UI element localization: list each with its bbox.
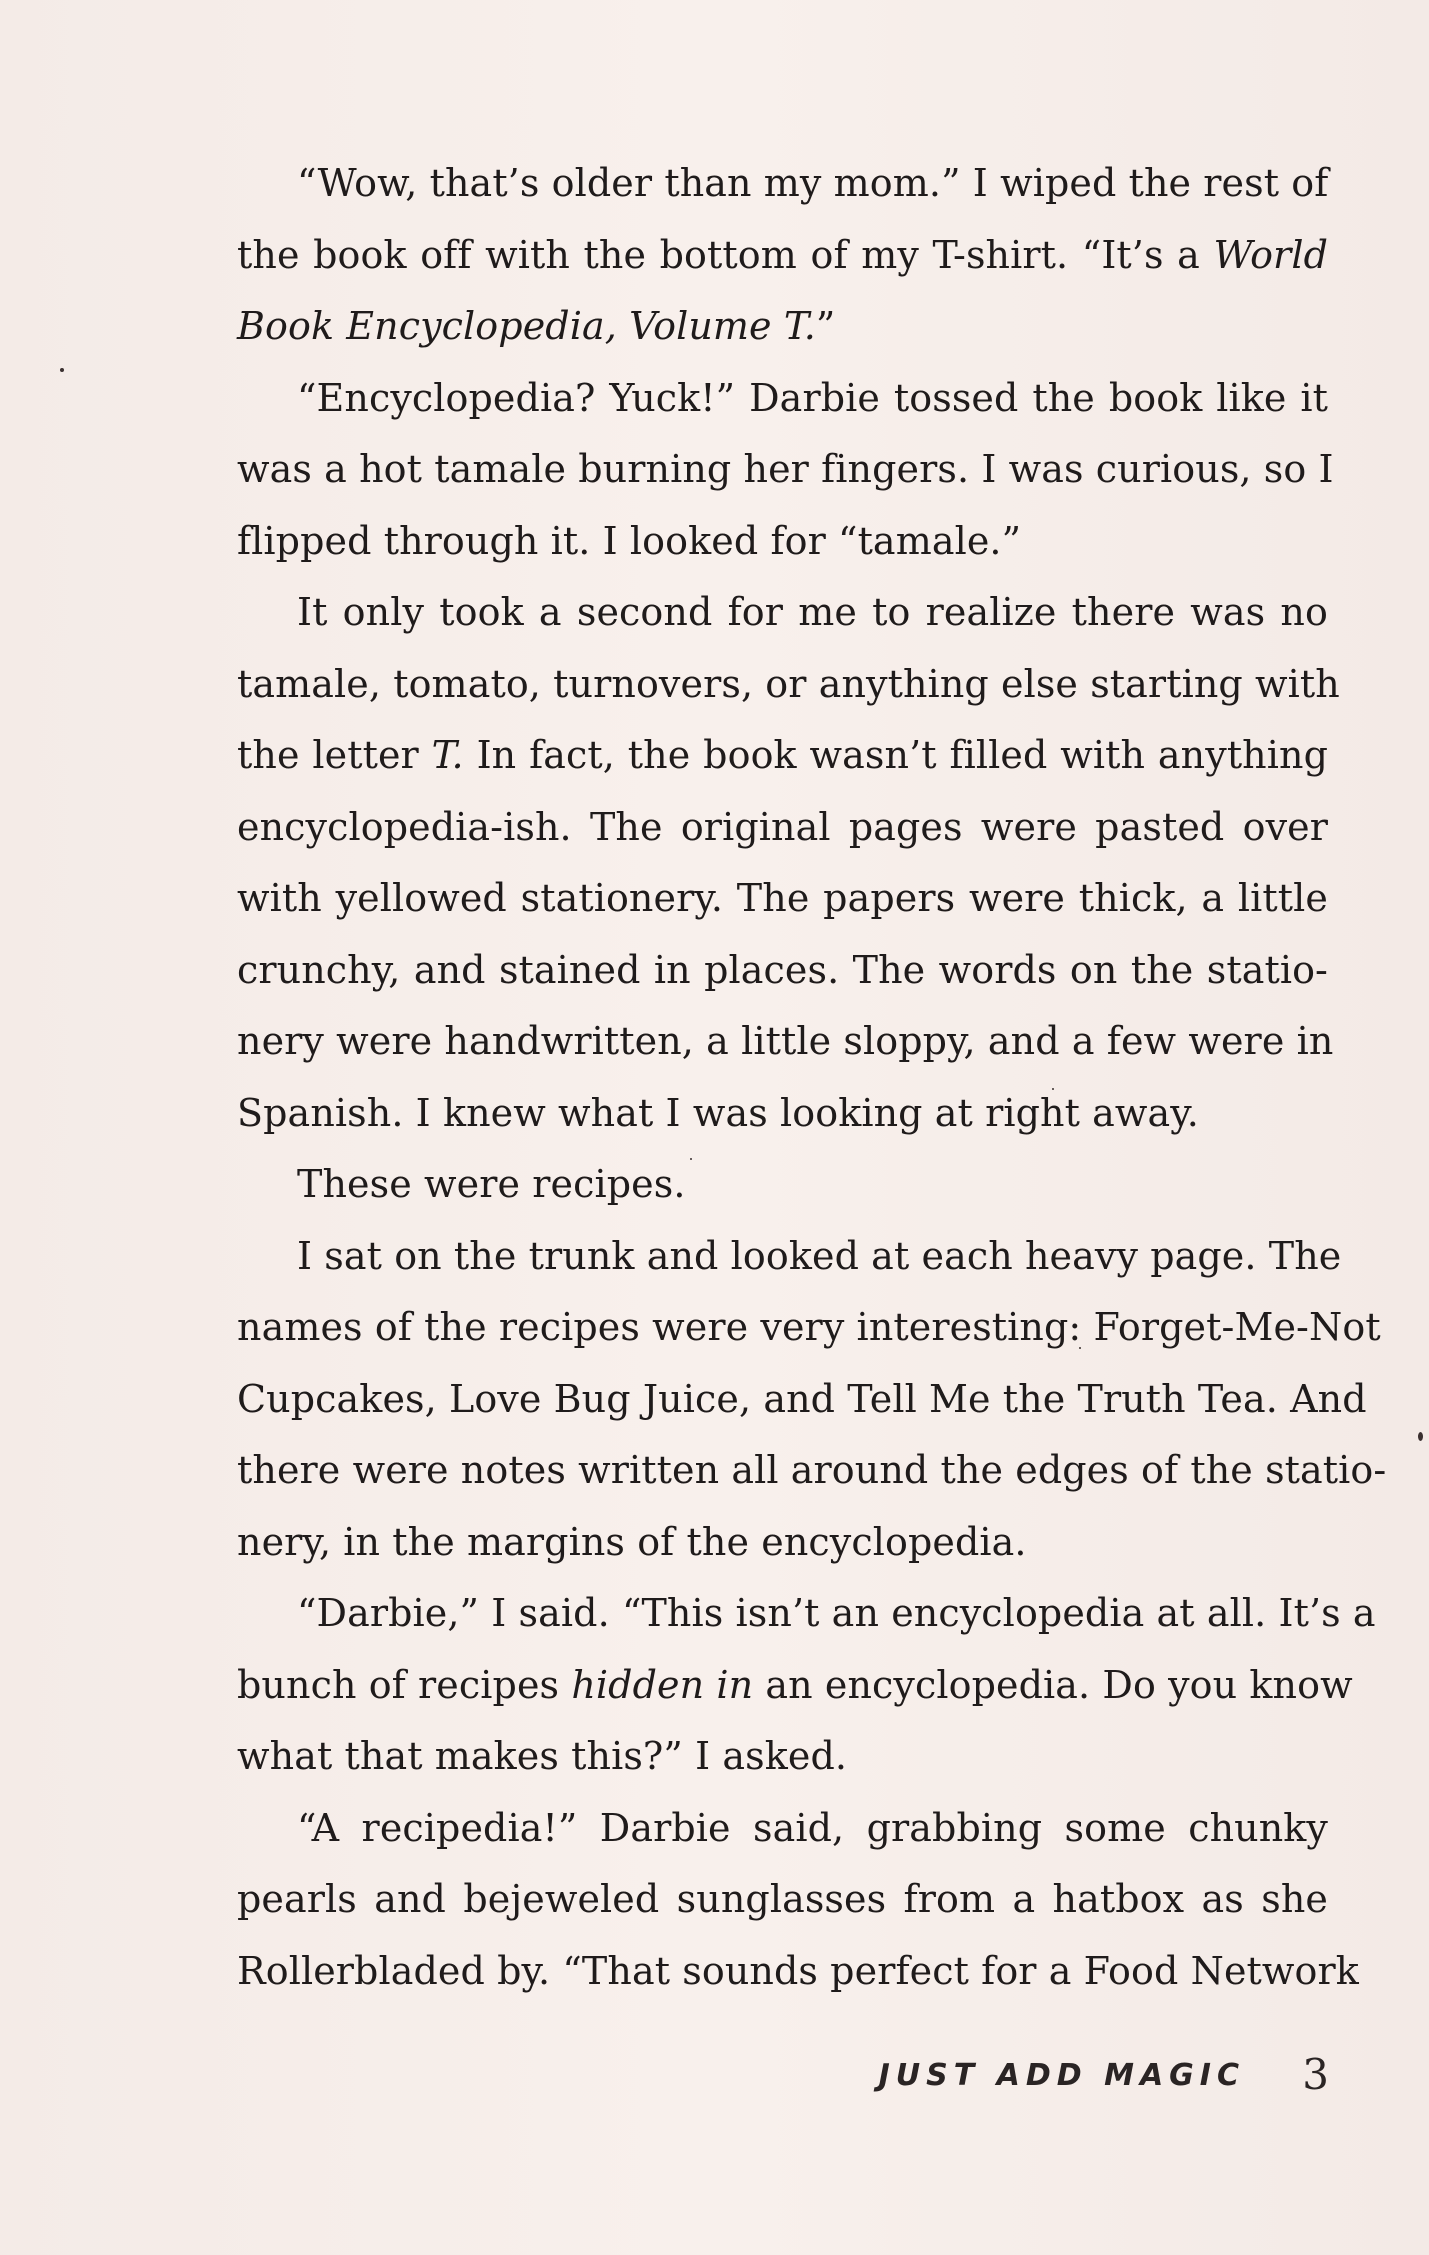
text-line [237,220,1328,292]
line-text: an encyclopedia. Do you know [753,1662,1353,1707]
text-line [237,1721,1328,1793]
line-text: nery, in the margins of the encyclopedia. [237,1519,1027,1564]
text-line [237,291,1328,363]
text-line [237,1578,1376,1650]
text-line [237,434,1334,506]
text-line [237,1221,1342,1293]
line-text: encyclopedia-ish. The original pages were pasted over [237,804,1328,849]
italic-text: Book Encyclopedia, Volume T. [237,304,816,348]
line-text: I sat on the trunk and looked at each heavy page. The [297,1233,1342,1278]
line-text: In fact, the book wasn’t filled with anything [463,733,1329,777]
text-line [237,1864,1328,1936]
text-line [237,863,1328,935]
running-head: JUST ADD MAGIC [878,2058,1245,2093]
text-line [237,506,1328,578]
italic-text: hidden in [571,1662,754,1707]
line-text: pearls and bejeweled sunglasses from a hatbox as she [237,1877,1328,1921]
line-text: with yellowed stationery. The papers were thick, a little [237,876,1328,920]
text-line [237,577,1328,649]
paper-speck [60,368,64,372]
line-text: was a hot tamale burning her fingers. I was curious, so I [237,447,1334,491]
text-line [237,1364,1367,1436]
line-text: “A recipedia!” Darbie said, grabbing some chunky [297,1805,1328,1850]
body-text [237,148,1387,2007]
line-text: Spanish. I knew what I was looking at right away. [237,1090,1199,1135]
text-line [237,1078,1328,1150]
text-line [237,148,1328,220]
italic-text: T. [431,733,464,777]
line-text: the book off with the bottom of my T-shirt. “It’s a [237,232,1214,277]
line-text: “Darbie,” I said. “This isn’t an encyclopedia at all. It’s a [297,1591,1376,1635]
line-text: crunchy, and stained in places. The words on the statio- [237,947,1328,992]
text-line [237,1292,1381,1364]
line-text: It only took a second for me to realize there was no [297,590,1328,634]
line-text: Rollerbladed by. “That sounds perfect for a Food Network [237,1948,1359,1993]
line-text: there were notes written all around the edges of the statio- [237,1448,1387,1492]
line-text: ” [815,304,836,348]
line-text: These were recipes. [297,1162,686,1206]
line-text: flipped through it. I looked for “tamale.” [237,518,1022,563]
line-text: what that makes this?” I asked. [237,1734,848,1778]
paper-speck [1418,1432,1423,1441]
text-line [237,649,1340,721]
italic-text: World [1213,232,1328,277]
text-line [237,720,1328,792]
text-line [237,1149,1328,1221]
page-footer [0,2050,1429,2110]
line-text: “Wow, that’s older than my mom.” I wiped the rest of [297,161,1329,205]
line-text: the letter [237,733,432,777]
text-line [237,1435,1387,1507]
line-text: bunch of recipes [237,1662,572,1707]
text-line [237,1006,1334,1078]
line-text: “Encyclopedia? Yuck!” Darbie tossed the book like it [297,375,1328,420]
text-line [237,1793,1328,1865]
text-line [237,363,1328,435]
line-text: Cupcakes, Love Bug Juice, and Tell Me the Truth Tea. And [237,1376,1367,1421]
line-text: nery were handwritten, a little sloppy, and a few were in [237,1019,1334,1063]
text-line [237,792,1328,864]
text-line [237,1507,1328,1579]
page-number: 3 [1302,2050,1329,2099]
line-text: tamale, tomato, turnovers, or anything else starting with [237,661,1340,706]
text-line [237,1650,1353,1722]
text-line [237,935,1328,1007]
text-line [237,1936,1359,2008]
line-text: names of the recipes were very interesting: Forget-Me-Not [237,1305,1381,1349]
